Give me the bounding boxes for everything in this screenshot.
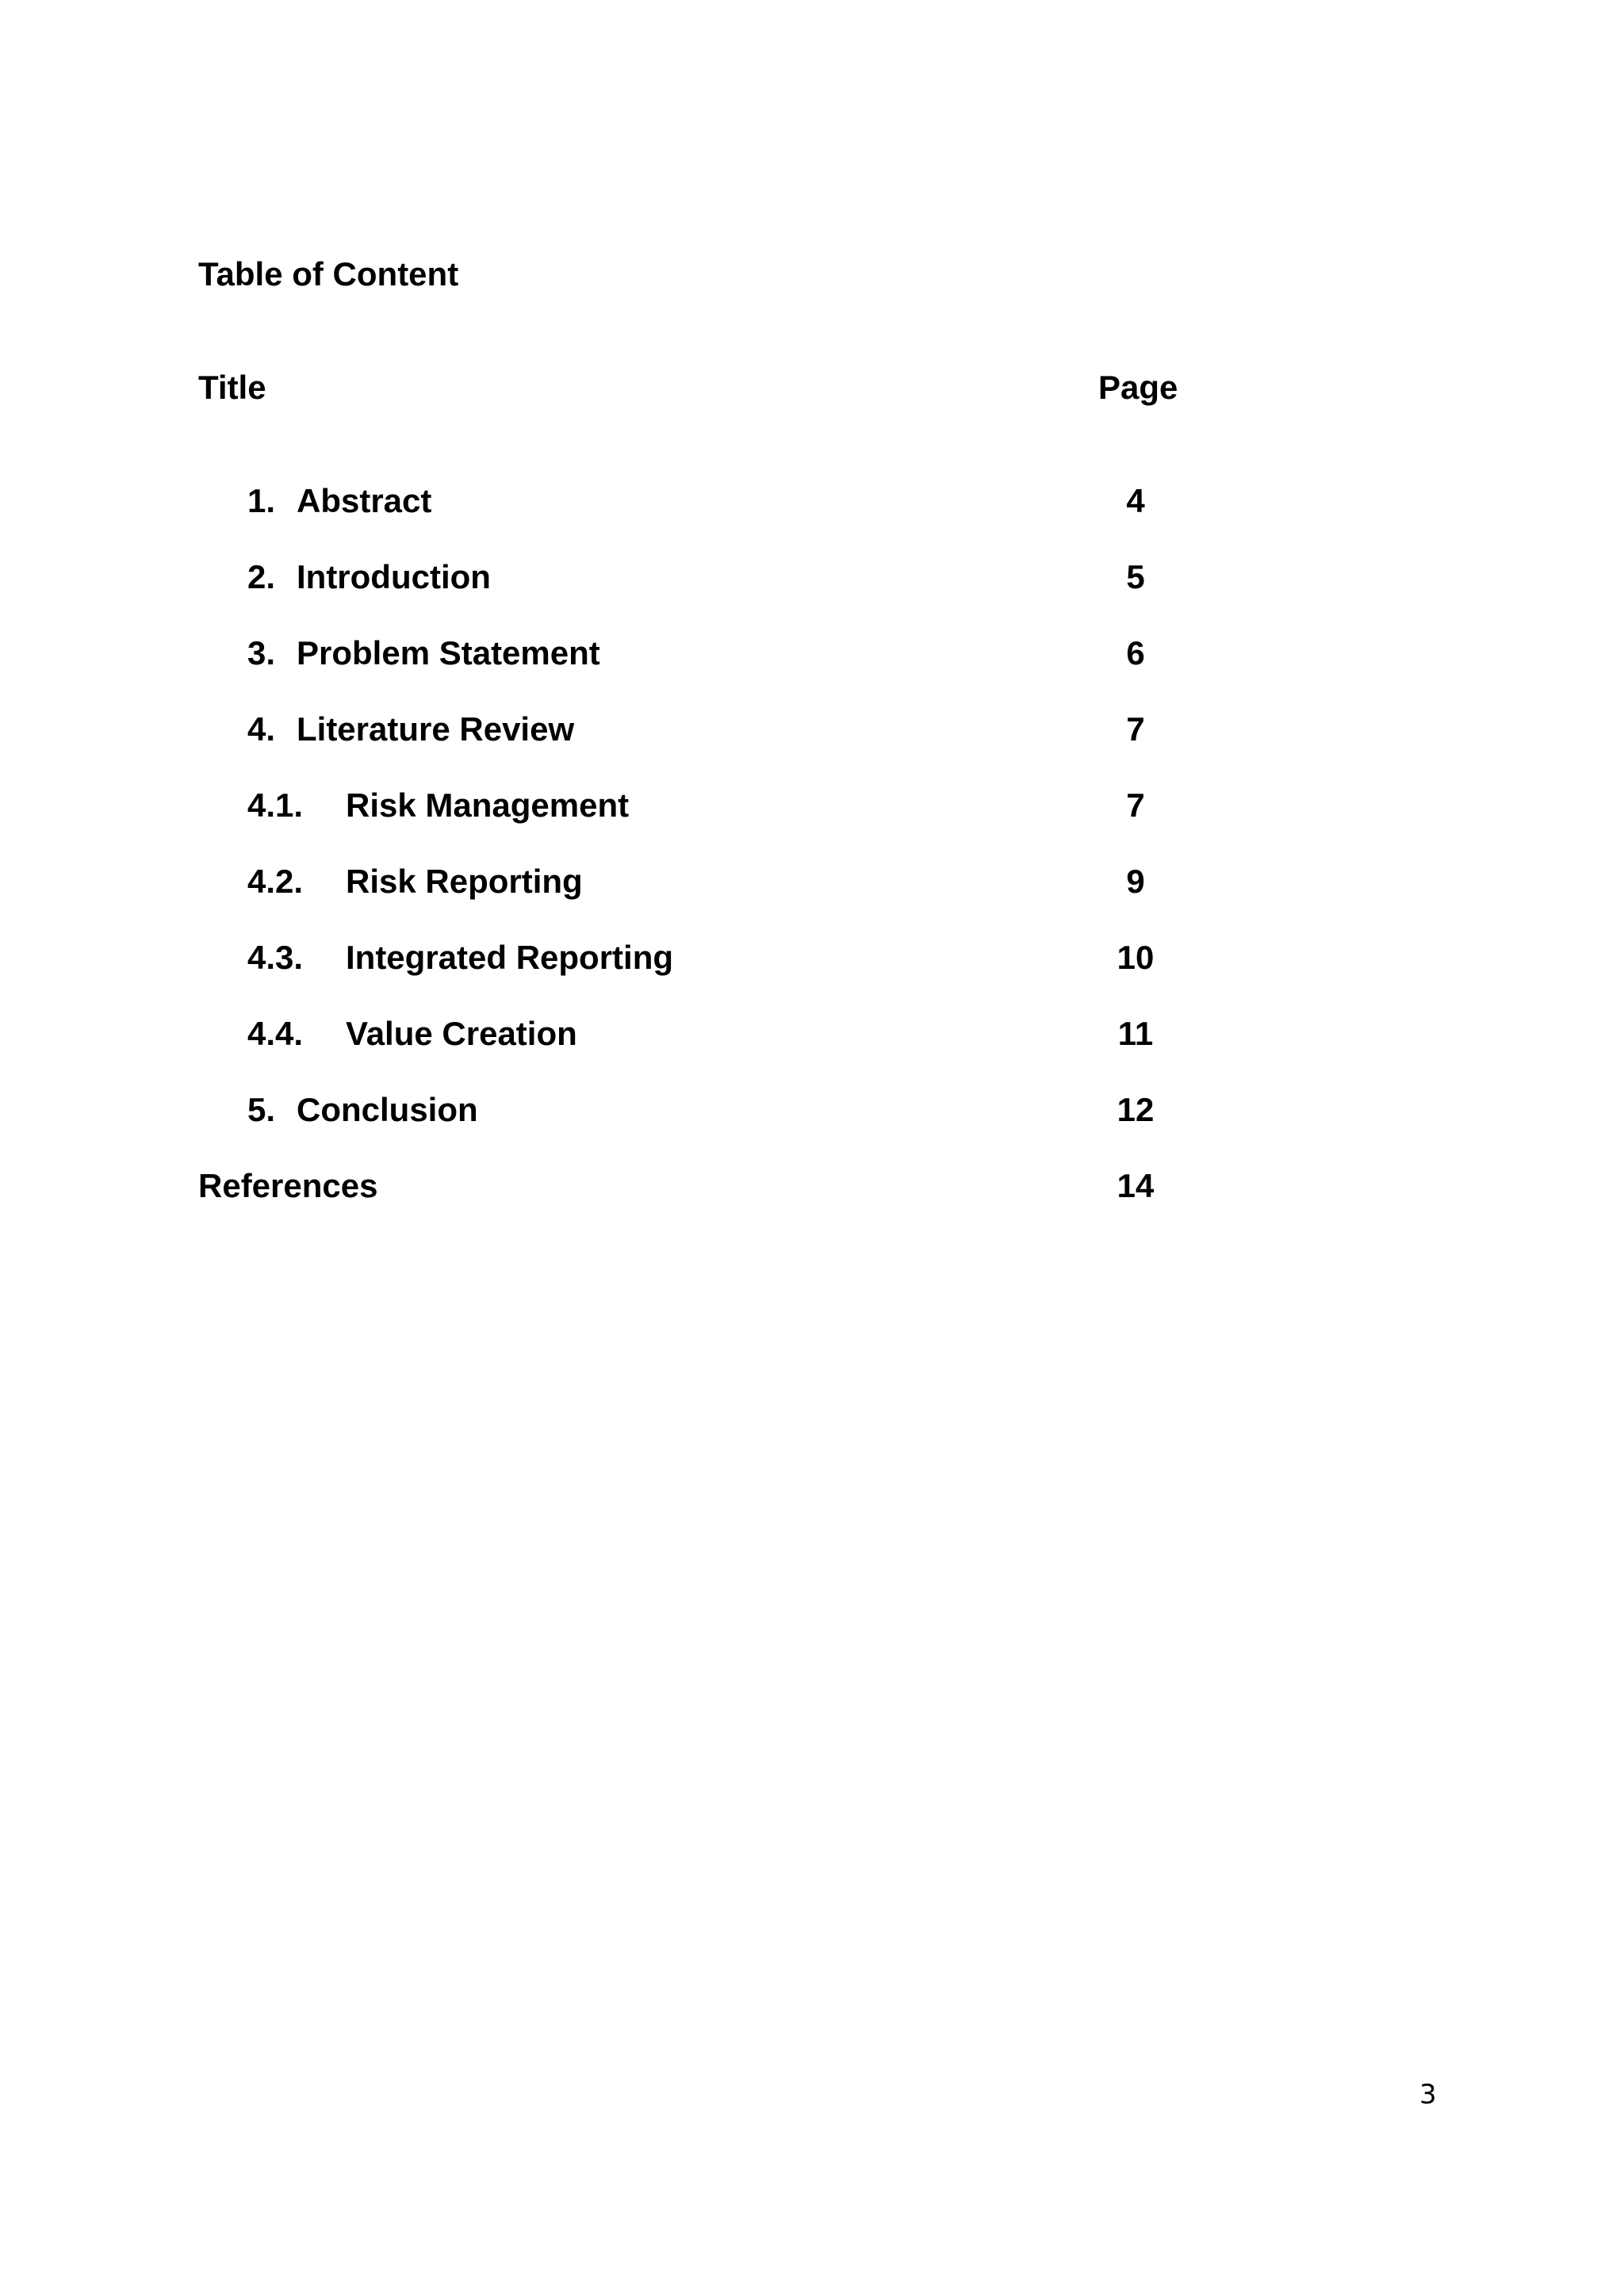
toc-entry-number: 4. xyxy=(247,710,276,748)
toc-entry-page-value: 7 xyxy=(1126,710,1145,748)
toc-subentry[interactable] xyxy=(0,783,1624,828)
toc-entry[interactable] xyxy=(0,707,1624,752)
toc-entry-page-value: 5 xyxy=(1126,558,1145,595)
title-column-header: Title xyxy=(198,369,266,406)
toc-entry-label: References xyxy=(198,1167,378,1204)
toc-entry-label: Introduction xyxy=(297,558,491,595)
toc-entry-page-value: 10 xyxy=(1116,939,1155,976)
toc-entry-page-value: 9 xyxy=(1126,863,1145,900)
toc-entry-label: Conclusion xyxy=(297,1091,478,1128)
toc-entry-label: Integrated Reporting xyxy=(346,939,674,976)
toc-entry-page-value: 11 xyxy=(1117,1015,1154,1052)
toc-entry-number: 4.4. xyxy=(247,1015,304,1052)
toc-entry-page-value: 7 xyxy=(1126,786,1145,824)
toc-entry-number: 4.3. xyxy=(247,939,304,976)
toc-entry-label: Literature Review xyxy=(297,710,575,748)
toc-entry-page-value: 14 xyxy=(1116,1167,1155,1204)
toc-subentry[interactable] xyxy=(0,936,1624,980)
toc-entry-number: 1. xyxy=(247,482,276,519)
toc-entry-label: Risk Management xyxy=(346,786,630,824)
toc-entry-number: 4.1. xyxy=(247,786,304,824)
toc-entry-number: 4.2. xyxy=(247,863,304,900)
toc-entry-label: Problem Statement xyxy=(297,634,600,672)
toc-entry-number: 2. xyxy=(247,558,276,595)
toc-entry-page-value: 12 xyxy=(1116,1091,1155,1128)
toc-entry-page-value: 6 xyxy=(1126,634,1145,672)
toc-entry[interactable] xyxy=(0,555,1624,599)
page-number: 3 xyxy=(1419,2079,1437,2110)
toc-subentry[interactable] xyxy=(0,859,1624,904)
toc-entry-number: 5. xyxy=(247,1091,276,1128)
toc-entry[interactable] xyxy=(0,631,1624,675)
toc-entry[interactable] xyxy=(0,1088,1624,1132)
toc-subentry[interactable] xyxy=(0,1012,1624,1056)
toc-entry[interactable] xyxy=(0,479,1624,523)
toc-heading: Table of Content xyxy=(198,255,459,293)
toc-entry-label: Value Creation xyxy=(346,1015,577,1052)
toc-entry-label: Abstract xyxy=(297,482,432,519)
page-column-header: Page xyxy=(1098,369,1178,406)
toc-entry-number: 3. xyxy=(247,634,276,672)
toc-entry-page-value: 4 xyxy=(1126,482,1145,519)
toc-entry-references[interactable] xyxy=(0,1164,1624,1208)
toc-entry-label: Risk Reporting xyxy=(346,863,583,900)
